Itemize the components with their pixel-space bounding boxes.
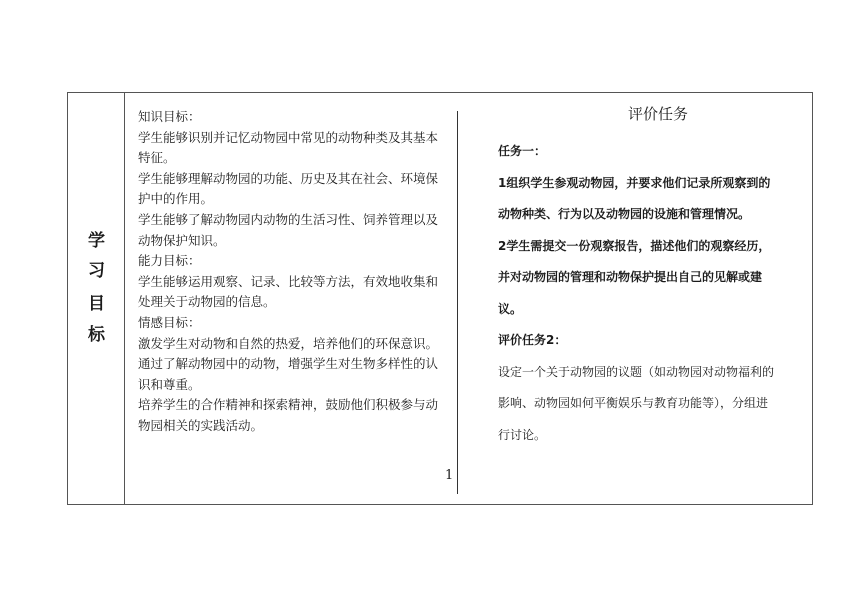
goal-line: 识和尊重。 bbox=[138, 376, 201, 392]
goal-line: 情感目标： bbox=[138, 314, 201, 330]
goal-line: 通过了解动物园中的动物，增强学生对生物多样性的认 bbox=[138, 356, 439, 372]
goal-line: 特征。 bbox=[138, 150, 176, 166]
column-divider bbox=[457, 111, 458, 494]
goal-line: 培养学生的合作精神和探索精神，鼓励他们积极参与动 bbox=[138, 397, 439, 413]
task-line: 动物种类、行为以及动物园的设施和管理情况。 bbox=[498, 207, 751, 221]
goal-line: 激发学生对动物和自然的热爱，培养他们的环保意识。 bbox=[138, 335, 439, 351]
label-char-biao: 标 bbox=[88, 325, 105, 345]
goal-line: 能力目标： bbox=[138, 253, 201, 269]
label-column bbox=[68, 93, 125, 504]
evaluation-title: 评价任务 bbox=[627, 105, 688, 123]
task-line: 行讨论。 bbox=[498, 427, 547, 442]
goal-line: 学生能够了解动物园内动物的生活习性、饲养管理以及 bbox=[138, 211, 439, 227]
label-char-xi: 习 bbox=[88, 261, 105, 281]
goal-line: 学生能够识别并记忆动物园中常见的动物种类及其基本 bbox=[138, 129, 439, 145]
goal-line: 动物保护知识。 bbox=[138, 232, 226, 248]
goal-line: 学生能够理解动物园的功能、历史及其在社会、环境保 bbox=[138, 170, 439, 186]
goal-line: 处理关于动物园的信息。 bbox=[138, 294, 276, 310]
goal-line: 护中的作用。 bbox=[138, 191, 214, 207]
goal-line: 知识目标： bbox=[138, 109, 201, 124]
task-line: 任务一： bbox=[498, 144, 547, 158]
learning-goals-text bbox=[138, 107, 444, 437]
task-line: 设定一个关于动物园的议题（如动物园对动物福利的 bbox=[498, 364, 775, 379]
goal-line: 学生能够运用观察、记录、比较等方法，有效地收集和 bbox=[138, 273, 439, 289]
task-line: 评价任务2： bbox=[498, 333, 567, 347]
lesson-table bbox=[67, 92, 813, 505]
page-number: 1 bbox=[445, 468, 454, 483]
label-char-xue: 学 bbox=[88, 231, 105, 251]
goal-line: 物园相关的实践活动。 bbox=[138, 417, 264, 433]
label-char-mu: 目 bbox=[88, 294, 105, 314]
task-line: 议。 bbox=[498, 301, 523, 316]
task-line: 1组织学生参观动物园，并要求他们记录所观察到的 bbox=[498, 175, 771, 190]
evaluation-tasks bbox=[498, 103, 798, 451]
task-line: 2学生需提交一份观察报告，描述他们的观察经历， bbox=[498, 238, 771, 253]
task-line: 并对动物园的管理和动物保护提出自己的见解或建 bbox=[498, 270, 763, 284]
task-line: 影响、动物园如何平衡娱乐与教育功能等），分组进 bbox=[498, 396, 769, 410]
